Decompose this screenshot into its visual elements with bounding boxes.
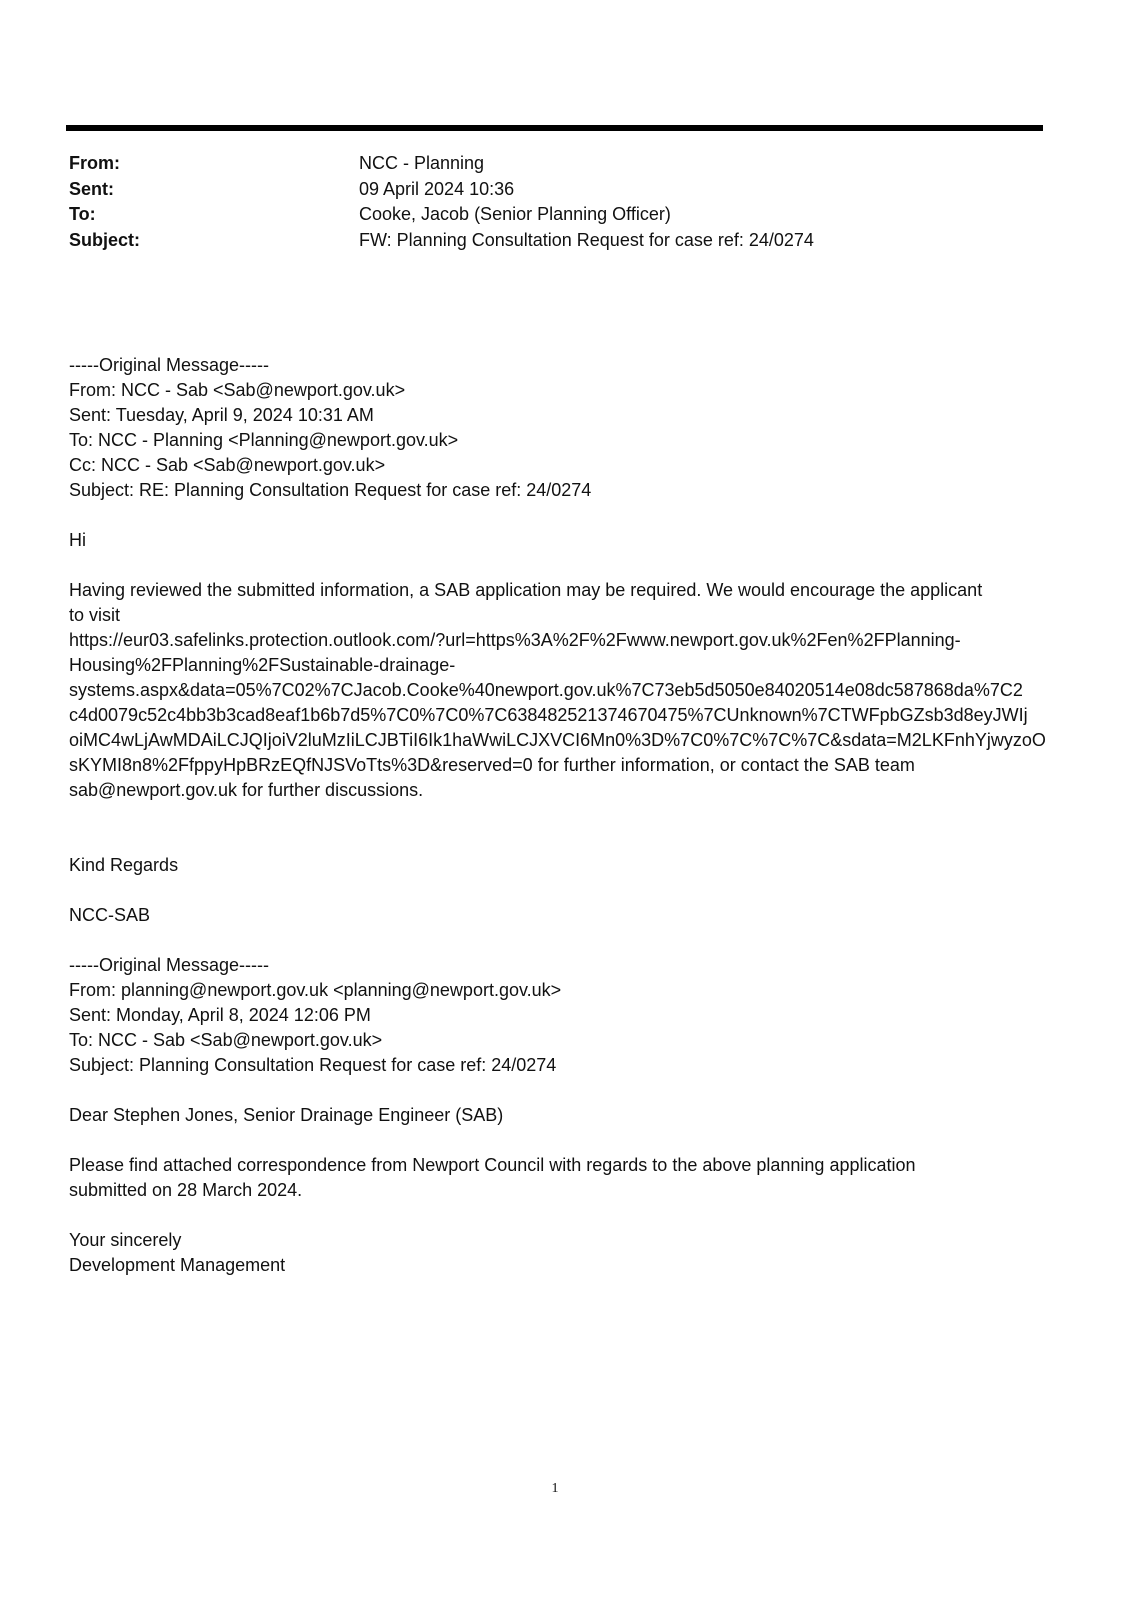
msg-subject: Subject: RE: Planning Consultation Request for case ref: 24/0274 <box>69 480 592 500</box>
msg-from: From: NCC - Sab <Sab@newport.gov.uk> <box>69 380 406 400</box>
separator: -----Original Message----- <box>69 355 270 375</box>
to-label: To: <box>69 204 96 225</box>
sent-value: 09 April 2024 10:36 <box>359 178 515 199</box>
msg-subject: Subject: Planning Consultation Request for case ref: 24/0274 <box>69 1055 557 1075</box>
safelink-line: c4d0079c52c4bb3b3cad8eaf1b6b7d5%7C0%7C0%7C638482521374670475%7CUnknown%7CTWFpbGZsb3d8eyJWIj <box>69 705 1028 725</box>
header-rule <box>66 125 1043 131</box>
msg-to: To: NCC - Planning <Planning@newport.gov.uk> <box>69 430 459 450</box>
closing: Your sincerely <box>69 1230 182 1250</box>
body-line: submitted on 28 March 2024. <box>69 1180 303 1200</box>
body-line: to visit <box>69 605 121 625</box>
body-line: Please find attached correspondence from Newport Council with regards to the above planning application <box>69 1155 916 1175</box>
greeting: Dear Stephen Jones, Senior Drainage Engineer (SAB) <box>69 1105 504 1125</box>
subject-label: Subject: <box>69 230 141 251</box>
msg-cc: Cc: NCC - Sab <Sab@newport.gov.uk> <box>69 455 386 475</box>
sent-label: Sent: <box>69 178 114 199</box>
msg-from: From: planning@newport.gov.uk <planning@newport.gov.uk> <box>69 980 562 1000</box>
signature: NCC-SAB <box>69 905 151 925</box>
safelink-line: oiMC4wLjAwMDAiLCJQIjoiV2luMzIiLCJBTiI6Ik1haWwiLCJXVCI6Mn0%3D%7C0%7C%7C%7C&sdata=M2LKFnhYjwyzoO <box>69 730 1046 750</box>
closing: Kind Regards <box>69 855 179 875</box>
safelink-line: systems.aspx&data=05%7C02%7CJacob.Cooke%40newport.gov.uk%7C73eb5d5050e84020514e08dc587868da%7C2 <box>69 680 1023 700</box>
separator: -----Original Message----- <box>69 955 270 975</box>
msg-to: To: NCC - Sab <Sab@newport.gov.uk> <box>69 1030 383 1050</box>
safelink-line: Housing%2FPlanning%2FSustainable-drainage- <box>69 655 456 675</box>
body-line: sab@newport.gov.uk for further discussions. <box>69 780 424 800</box>
to-value: Cooke, Jacob (Senior Planning Officer) <box>359 204 671 225</box>
safelink-line: https://eur03.safelinks.protection.outlook.com/?url=https%3A%2F%2Fwww.newport.gov.uk%2Fen%2FPlanning- <box>69 630 961 650</box>
page-number: 1 <box>551 1481 559 1496</box>
body-line: Having reviewed the submitted information, a SAB application may be required. We would encourage the applicant <box>69 580 983 600</box>
subject-value: FW: Planning Consultation Request for case ref: 24/0274 <box>359 230 814 251</box>
from-value: NCC - Planning <box>359 153 485 173</box>
greeting: Hi <box>69 530 86 550</box>
msg-sent: Sent: Tuesday, April 9, 2024 10:31 AM <box>69 405 374 425</box>
msg-sent: Sent: Monday, April 8, 2024 12:06 PM <box>69 1005 371 1025</box>
from-label: From: <box>69 153 120 173</box>
original-message-1 <box>69 353 1046 1278</box>
signature: Development Management <box>69 1255 286 1275</box>
body-line: sKYMI8n8%2FfppyHpBRzEQfNJSVoTts%3D&reserved=0 for further information, or contact the SAB team <box>69 755 915 775</box>
